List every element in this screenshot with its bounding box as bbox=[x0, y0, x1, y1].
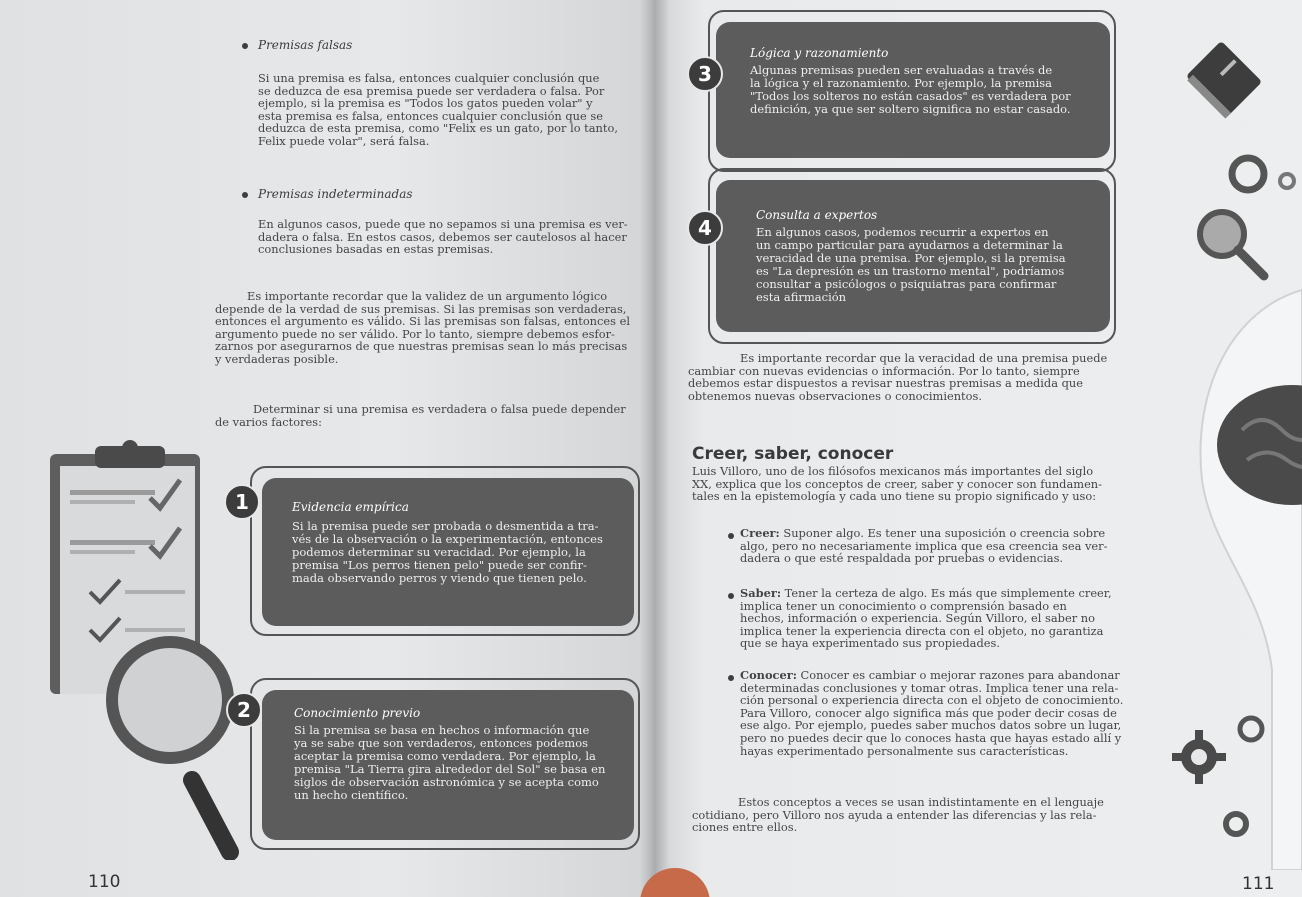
paragraph-intro-villoro bbox=[692, 465, 1132, 503]
text-line: Si la premisa puede ser probada o desmentida a tra- bbox=[292, 519, 599, 533]
text-line: consultar a psicólogos o psiquiatras para confirmar bbox=[756, 277, 1057, 291]
right-page bbox=[652, 0, 1302, 897]
text-line: veracidad de una premisa. Por ejemplo, si la premisa bbox=[756, 251, 1066, 265]
text-line: pero no puedes decir que lo conoces hasta que hayas estado allí y bbox=[740, 730, 1122, 745]
text-line: obtenemos nuevas observaciones o conocimientos. bbox=[688, 388, 982, 403]
paragraph-closing bbox=[692, 796, 1132, 834]
section-title: Creer, saber, conocer bbox=[692, 444, 894, 464]
text-line: "Todos los solteros no están casados" es verdadera por bbox=[750, 89, 1071, 103]
text-line: aceptar la premisa como verdadera. Por ejemplo, la bbox=[294, 749, 596, 763]
gear-icon bbox=[1218, 806, 1254, 842]
text-line: Luis Villoro, uno de los filósofos mexicanos más importantes del siglo bbox=[692, 464, 1094, 478]
bullet-dot bbox=[728, 533, 734, 539]
text-line: Felix puede volar", será falsa. bbox=[258, 133, 430, 148]
card-body bbox=[756, 226, 1106, 304]
definition-text: Tener la certeza de algo. Es más que simplemente creer, bbox=[781, 586, 1112, 600]
text-line: mada observando perros y viendo que tienen pelo. bbox=[292, 571, 587, 585]
gear-icon bbox=[1274, 168, 1300, 194]
text-line: zarnos por asegurarnos de que nuestras premisas sean lo más precisas bbox=[215, 339, 628, 354]
definition-saber bbox=[740, 587, 1128, 650]
card-body bbox=[750, 64, 1106, 116]
book-gutter-shadow bbox=[640, 0, 670, 897]
text-line: debemos estar dispuestos a revisar nuestras premisas a medida que bbox=[688, 376, 1084, 391]
magnifying-glass-icon bbox=[100, 630, 250, 860]
card-conocimiento-previo bbox=[262, 690, 634, 840]
text-line: podemos determinar su veracidad. Por ejemplo, la bbox=[292, 545, 586, 559]
text-line bbox=[740, 669, 1128, 682]
text-line: Si una premisa es falsa, entonces cualquier conclusión que bbox=[258, 71, 600, 85]
paragraph-premisas-falsas bbox=[258, 72, 648, 148]
text-line: dadera o que esté respaldada por pruebas o evidencias. bbox=[740, 551, 1064, 566]
text-line: definición, ya que ser soltero significa no estar casado. bbox=[750, 102, 1071, 116]
paragraph-veracidad bbox=[688, 352, 1128, 402]
card-title: Lógica y razonamiento bbox=[750, 46, 889, 60]
text-line: esta premisa es falsa, entonces cualquier conclusión que se bbox=[258, 108, 603, 123]
text-line: la lógica y el razonamiento. Por ejemplo, la premisa bbox=[750, 76, 1053, 90]
bullet-dot bbox=[728, 593, 734, 599]
text-line: conclusiones basadas en estas premisas. bbox=[258, 242, 494, 257]
text-line: cambiar con nuevas evidencias o información. Por lo tanto, siempre bbox=[688, 363, 1080, 378]
text-line: se deduzca de esa premisa puede ser verdadera o falsa. Por bbox=[258, 83, 605, 98]
text-line: depende de la verdad de sus premisas. Si las premisas son verdaderas, bbox=[215, 301, 627, 316]
book-icon bbox=[1177, 32, 1272, 127]
bullet-dot bbox=[242, 43, 248, 49]
text-line: es "La depresión es un trastorno mental", podríamos bbox=[756, 264, 1065, 278]
card-number-badge: 4 bbox=[687, 210, 723, 246]
definition-term: Creer: bbox=[740, 526, 780, 540]
text-line: ejemplo, si la premisa es "Todos los gatos pueden volar" y bbox=[258, 96, 593, 111]
gear-icon bbox=[1234, 712, 1268, 746]
card-number-badge: 1 bbox=[224, 484, 260, 520]
text-line: cotidiano, pero Villoro nos ayuda a entender las diferencias y las rela- bbox=[692, 807, 1097, 822]
text-line: En algunos casos, puede que no sepamos si una premisa es ver- bbox=[258, 217, 628, 231]
text-line: determinadas conclusiones y tomar otras. Implica tener una rela- bbox=[740, 680, 1119, 695]
paragraph-factores bbox=[215, 403, 645, 428]
text-line: hechos, información o experiencia. Según Villoro, el saber no bbox=[740, 611, 1095, 626]
card-title: Conocimiento previo bbox=[294, 706, 421, 720]
gear-icon bbox=[1170, 728, 1228, 786]
bullet-dot bbox=[728, 675, 734, 681]
text-line bbox=[740, 587, 1128, 600]
text-line: Estos conceptos a veces se usan indistintamente en el lenguaje bbox=[738, 795, 1104, 809]
card-title: Evidencia empírica bbox=[292, 500, 409, 514]
text-line: Es importante recordar que la validez de un argumento lógico bbox=[247, 289, 608, 303]
text-line: de varios factores: bbox=[215, 414, 322, 429]
text-line: y verdaderas posible. bbox=[215, 351, 339, 366]
heading-premisas-indeterminadas: Premisas indeterminadas bbox=[258, 187, 413, 201]
page-number: 111 bbox=[1242, 874, 1275, 894]
card-logica-razonamiento bbox=[716, 22, 1110, 158]
text-line: premisa "Los perros tienen pelo" puede ser confir- bbox=[292, 558, 587, 572]
definition-conocer bbox=[740, 669, 1128, 757]
text-line: argumento puede no ser válido. Por lo tanto, siempre debemos esfor- bbox=[215, 326, 615, 341]
text-line: Es importante recordar que la veracidad de una premisa puede bbox=[740, 351, 1108, 365]
text-line: un campo particular para ayudarnos a determinar la bbox=[756, 238, 1063, 252]
card-evidencia-empirica bbox=[262, 478, 634, 626]
page-number: 110 bbox=[88, 872, 121, 892]
definition-creer bbox=[740, 527, 1128, 565]
text-line: ya se sabe que son verdaderos, entonces podemos bbox=[294, 736, 589, 750]
card-number-badge: 2 bbox=[226, 692, 262, 728]
card-consulta-expertos bbox=[716, 180, 1110, 332]
text-line: entonces el argumento es válido. Si las premisas son falsas, entonces el bbox=[215, 314, 630, 329]
card-body bbox=[294, 724, 624, 802]
text-line: esta afirmación bbox=[756, 290, 847, 304]
text-line bbox=[740, 527, 1128, 540]
definition-term: Saber: bbox=[740, 586, 782, 600]
text-line: Determinar si una premisa es verdadera o falsa puede depender bbox=[253, 402, 626, 416]
definition-text: Conocer es cambiar o mejorar razones para abandonar bbox=[796, 668, 1120, 682]
text-line: XX, explica que los conceptos de creer, saber y conocer son fundamen- bbox=[692, 476, 1102, 491]
definition-term: Conocer: bbox=[740, 668, 797, 682]
text-line: vés de la observación o la experimentación, entonces bbox=[292, 532, 603, 546]
text-line: premisa "La Tierra gira alrededor del Sol" se basa en bbox=[294, 762, 606, 776]
text-line: Algunas premisas pueden ser evaluadas a través de bbox=[750, 63, 1053, 77]
paragraph-validez bbox=[215, 290, 645, 366]
text-line: ción personal o experiencia directa con el objeto de conocimiento. bbox=[740, 693, 1124, 708]
text-line: Para Villoro, conocer algo significa más que poder decir cosas de bbox=[740, 705, 1117, 720]
text-line: implica tener la experiencia directa con el objeto, no garantiza bbox=[740, 623, 1104, 638]
text-line: que se haya experimentado sus propiedades. bbox=[740, 636, 1000, 651]
text-line: ese algo. Por ejemplo, puedes saber muchos datos sobre un lugar, bbox=[740, 718, 1122, 733]
card-body bbox=[292, 520, 622, 585]
bullet-dot bbox=[242, 192, 248, 198]
heading-premisas-falsas: Premisas falsas bbox=[258, 38, 353, 52]
text-line: hayas experimentado personalmente sus características. bbox=[740, 743, 1069, 758]
gear-icon bbox=[1226, 152, 1270, 196]
card-number-badge: 3 bbox=[687, 56, 723, 92]
text-line: siglos de observación astronómica y se acepta como bbox=[294, 775, 599, 789]
definition-text: Suponer algo. Es tener una suposición o creencia sobre bbox=[779, 526, 1106, 540]
text-line: dadera o falsa. En estos casos, debemos ser cautelosos al hacer bbox=[258, 229, 627, 244]
text-line: un hecho científico. bbox=[294, 788, 409, 802]
text-line: Si la premisa se basa en hechos o información que bbox=[294, 723, 590, 737]
text-line: algo, pero no necesariamente implica que esa creencia sea ver- bbox=[740, 538, 1108, 553]
text-line: tales en la epistemología y cada uno tiene su propio significado y uso: bbox=[692, 489, 1097, 504]
text-line: deduzca de esta premisa, como "Felix es un gato, por lo tanto, bbox=[258, 121, 618, 136]
card-title: Consulta a expertos bbox=[756, 208, 878, 222]
text-line: implica tener un conocimiento o comprensión basado en bbox=[740, 598, 1067, 613]
text-line: En algunos casos, podemos recurrir a expertos en bbox=[756, 225, 1049, 239]
text-line: ciones entre ellos. bbox=[692, 820, 798, 835]
paragraph-premisas-indeterminadas bbox=[258, 218, 648, 256]
